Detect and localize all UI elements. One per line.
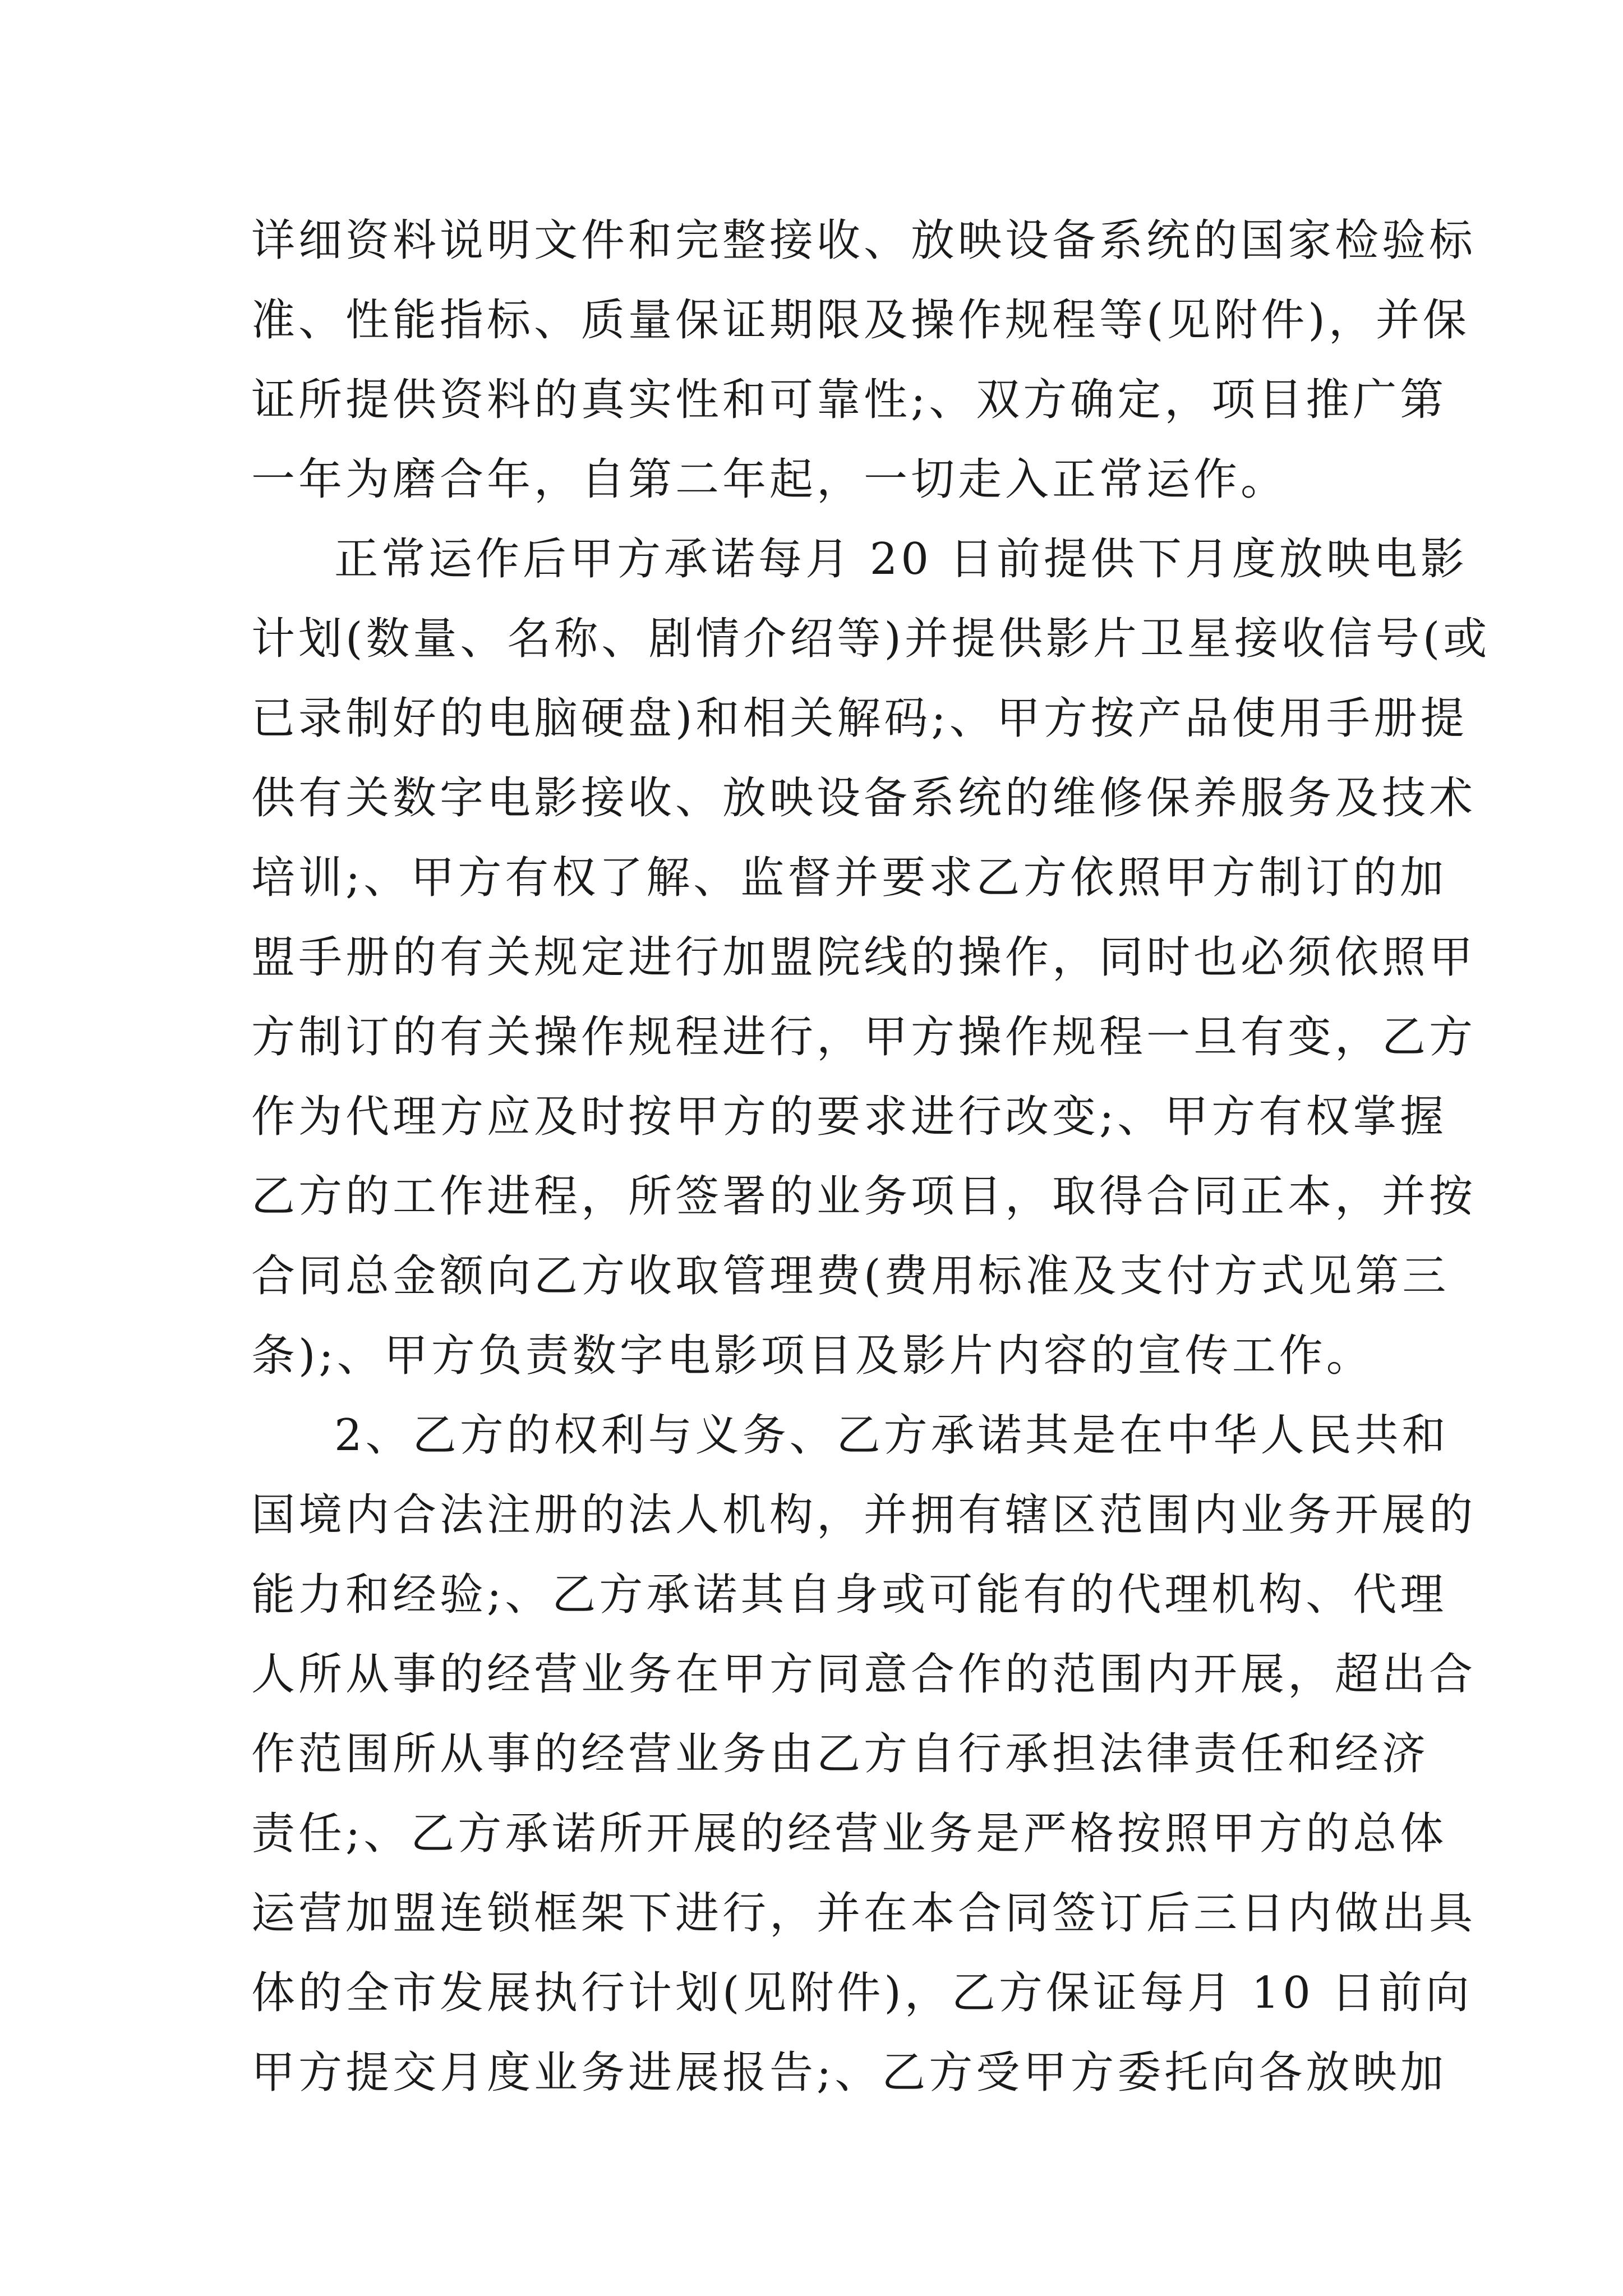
paragraph-start-line: 正常运作后甲方承诺每月 20 日前提供下月度放映电影 xyxy=(334,534,1468,585)
text-line: 已录制好的电脑硬盘)和相关解码;、甲方按产品使用手册提 xyxy=(251,693,1468,744)
text-line: 准、性能指标、质量保证期限及操作规程等(见附件)，并保 xyxy=(251,295,1470,346)
text-line: 作为代理方应及时按甲方的要求进行改变;、甲方有权掌握 xyxy=(251,1092,1447,1142)
text-line: 责任;、乙方承诺所开展的经营业务是严格按照甲方的总体 xyxy=(251,1809,1447,1859)
text-line: 能力和经验;、乙方承诺其自身或可能有的代理机构、代理 xyxy=(251,1570,1447,1620)
text-line: 培训;、甲方有权了解、监督并要求乙方依照甲方制订的加 xyxy=(251,853,1447,903)
text-line: 乙方的工作进程，所签署的业务项目，取得合同正本，并按 xyxy=(251,1171,1477,1222)
text-line: 作范围所从事的经营业务由乙方自行承担法律责任和经济 xyxy=(251,1729,1430,1779)
paragraph-start-line: 2、乙方的权利与义务、乙方承诺其是在中华人民共和 xyxy=(334,1410,1449,1461)
text-line: 盟手册的有关规定进行加盟院线的操作，同时也必须依照甲 xyxy=(251,932,1477,983)
text-line: 运营加盟连锁框架下进行，并在本合同签订后三日内做出具 xyxy=(251,1888,1477,1939)
text-line: 详细资料说明文件和完整接收、放映设备系统的国家检验标 xyxy=(251,215,1477,266)
text-line: 甲方提交月度业务进展报告;、乙方受甲方委托向各放映加 xyxy=(251,2047,1447,2098)
text-line: 人所从事的经营业务在甲方同意合作的范围内开展，超出合 xyxy=(251,1649,1477,1700)
text-line: 供有关数字电影接收、放映设备系统的维修保养服务及技术 xyxy=(251,773,1477,823)
text-line: 一年为磨合年，自第二年起，一切走入正常运作。 xyxy=(251,454,1288,505)
text-line: 证所提供资料的真实性和可靠性;、双方确定，项目推广第 xyxy=(251,375,1447,425)
body-text xyxy=(251,201,1491,2113)
text-line: 方制订的有关操作规程进行，甲方操作规程一旦有变，乙方 xyxy=(251,1012,1477,1062)
text-line: 合同总金额向乙方收取管理费(费用标准及支付方式见第三 xyxy=(251,1251,1450,1301)
text-line: 体的全市发展执行计划(见附件)，乙方保证每月 10 日前向 xyxy=(251,1968,1473,2018)
text-line: 国境内合法注册的法人机构，并拥有辖区范围内业务开展的 xyxy=(251,1490,1477,1540)
text-line: 计划(数量、名称、剧情介绍等)并提供影片卫星接收信号(或 xyxy=(251,614,1491,664)
text-line: 条);、甲方负责数字电影项目及影片内容的宣传工作。 xyxy=(251,1331,1373,1381)
